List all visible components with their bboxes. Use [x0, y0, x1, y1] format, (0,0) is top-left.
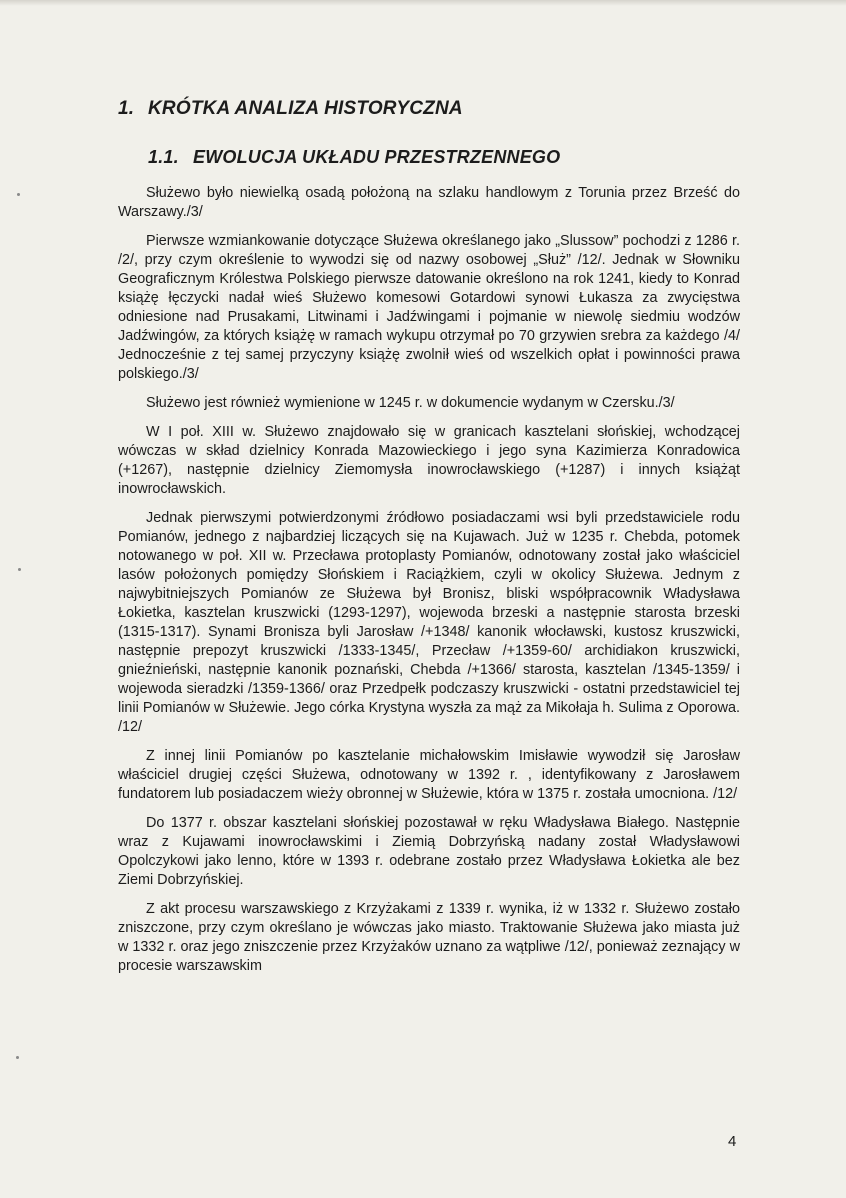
body-text: [118, 184, 740, 986]
paragraph: Służewo było niewielką osadą położoną na szlaku handlowym z Torunia przez Brześć do Warszawy./3/: [118, 185, 740, 220]
section-heading: [118, 98, 463, 120]
scan-speck: [18, 568, 21, 571]
section-title: KRÓTKA ANALIZA HISTORYCZNA: [148, 98, 463, 119]
paragraph: Do 1377 r. obszar kasztelani słońskiej pozostawał w ręku Władysława Białego. Następnie wraz z Kujawami inowrocławskimi i Ziemią Dobrzyńską nadany został Władysławowi Opolczykowi jako lenno, które w 1393 r. odebrane zostało przez Władysława Łokietka ale bez Ziemi Dobrzyńskiej.: [118, 815, 740, 888]
paragraph: Jednak pierwszymi potwierdzonymi źródłowo posiadaczami wsi byli przedstawiciele rodu Pomianów, jednego z najbardziej liczących się na Kujawach. Już w 1235 r. Chebda, potomek notowanego w poł. XII w. Przecława protoplasty Pomianów, odnotowany został jako właściciel lasów położonych pomiędzy Słońskiem i Raciążkiem, czyli w okolicy Służewa. Jednym z najwybitniejszych Pomianów ze Służewa był Bronisz, bliski współpracownik Władysława Łokietka, kasztelan kruszwicki (1293-1297), wojewoda brzeski a następnie starosta brzeski (1315-1317). Synami Bronisza byli Jarosław /+1348/ kanonik włocławski, kustosz kruszwicki, następnie prepozyt kruszwicki /1333-1345/, Przecław /+1359-60/ archidiakon kruszwicki, gnieźnieński, następnie kanonik poznański, Chebda /+1366/ starosta, kasztelan /1345-1359/ i wojewoda sieradzki /1359-1366/ oraz Przedpełk podczaszy kruszwicki - ostatni przedstawiciel tej linii Pomianów w Służewie. Jego córka Krystyna wyszła za mąż za Mikołaja h. Sulima z Oporowa. /12/: [118, 510, 740, 735]
scan-top-edge: [0, 0, 846, 6]
paragraph: Służewo jest również wymienione w 1245 r. w dokumencie wydanym w Czersku./3/: [146, 395, 675, 411]
subsection-number: 1.1.: [148, 147, 179, 167]
paragraph: Z innej linii Pomianów po kasztelanie michałowskim Imisławie wywodził się Jarosław właściciel drugiej części Służewa, odnotowany w 1392 r. , identyfikowany z Jarosławem fundatorem lub posiadaczem wieży obronnej w Służewie, która w 1375 r. została umocniona. /12/: [118, 748, 740, 802]
page-number: 4: [728, 1133, 737, 1150]
scan-speck: [16, 1056, 19, 1059]
subsection-heading: [148, 147, 560, 168]
scan-speck: [17, 193, 20, 196]
paragraph: Z akt procesu warszawskiego z Krzyżakami z 1339 r. wynika, iż w 1332 r. Służewo zostało zniszczone, przy czym określano je wówczas jako miasto. Traktowanie Służewa jako miasta już w 1332 r. oraz jego zniszczenie przez Krzyżaków uznano za wątpliwe /12/, ponieważ zeznający w procesie warszawskim: [118, 901, 740, 974]
subsection-title: EWOLUCJA UKŁADU PRZESTRZENNEGO: [193, 147, 561, 167]
section-number: 1.: [118, 98, 135, 119]
paragraph: Pierwsze wzmiankowanie dotyczące Służewa określanego jako „Slussow” pochodzi z 1286 r. /2/, przy czym określenie to wywodzi się od nazwy osobowej „Służ” /12/. Jednak w Słowniku Geograficznym Królestwa Polskiego pierwsze datowanie określono na rok 1241, kiedy to Konrad książę łęczycki nadał wieś Służewo komesowi Gotardowi synowi Łukasza za zwycięstwa odniesione nad Prusakami, Litwinami i Jadźwingami i pojmanie w niewolę siedmiu wodzów Jadźwingów, za których książę w ramach wykupu otrzymał po 70 grzywien srebra za każdego /4/ Jednocześnie z tej samej przyczyny książę zwolnił wieś od wszelkich opłat i powinności prawa polskiego./3/: [118, 233, 740, 382]
paragraph: W I poł. XIII w. Służewo znajdowało się w granicach kasztelani słońskiej, wchodzącej wówczas w skład dzielnicy Konrada Mazowieckiego i jego syna Kazimierza Konradowica (+1267), następnie dzielnicy Ziemomysła inowrocławskiego (+1287) i innych książąt inowrocławskich.: [118, 424, 740, 497]
